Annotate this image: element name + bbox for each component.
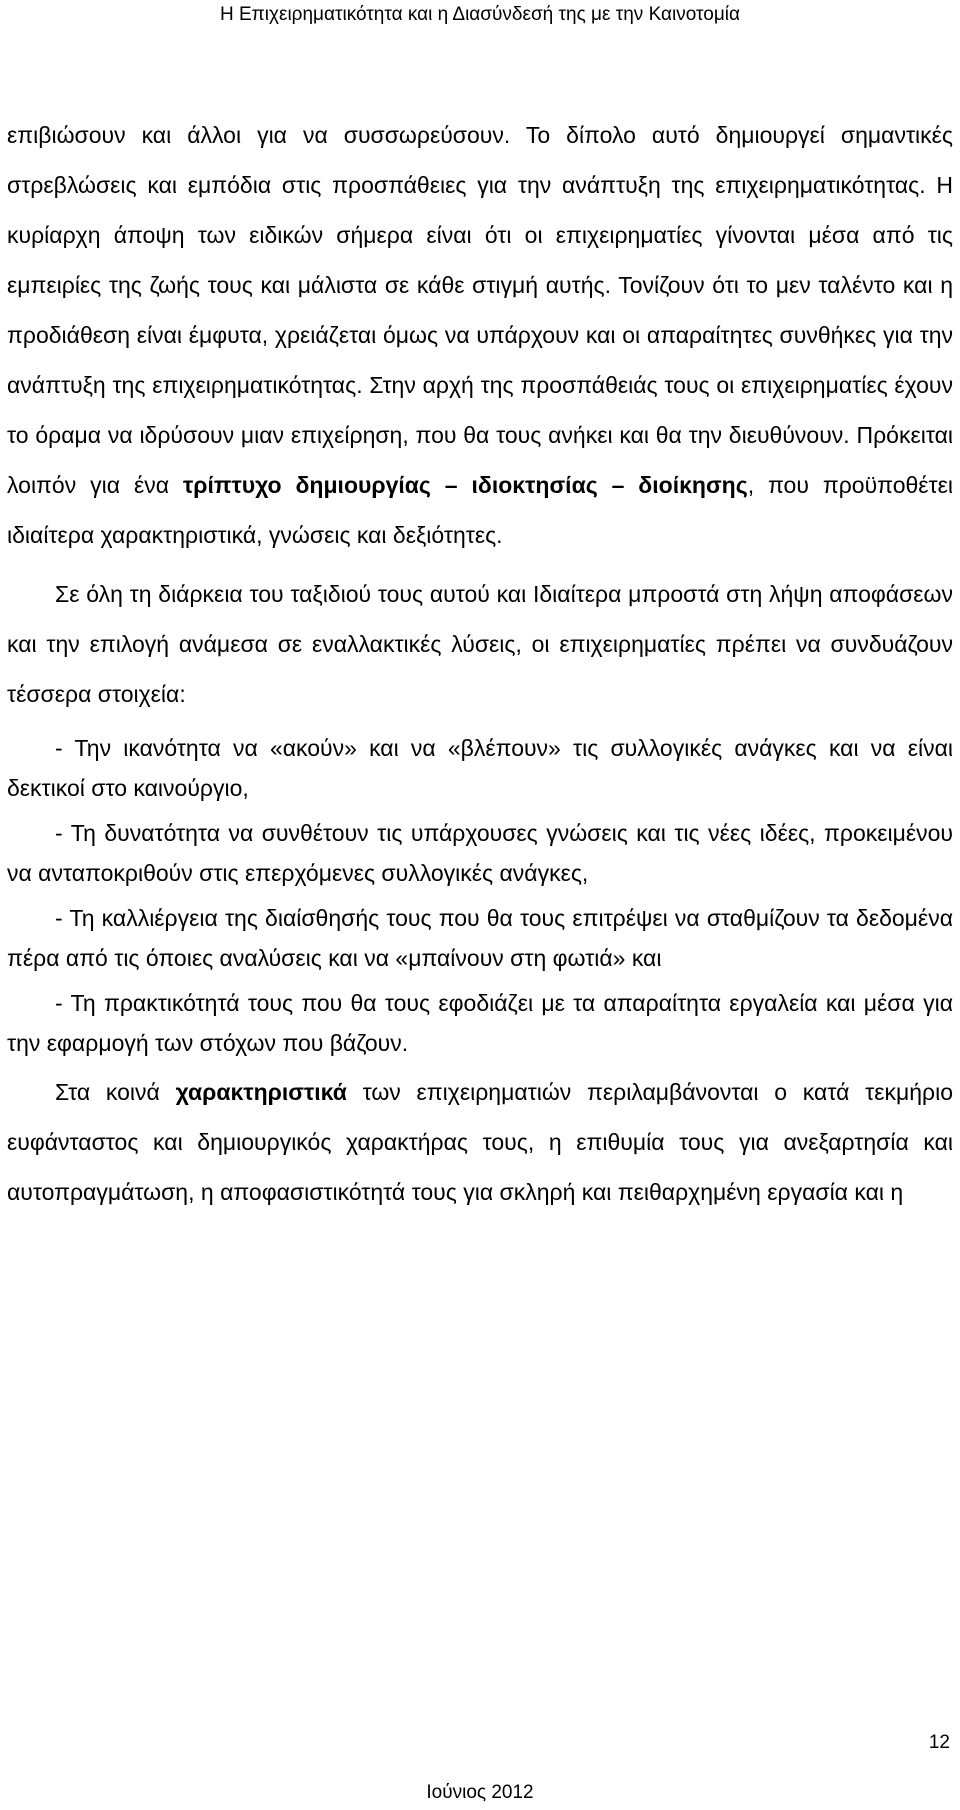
page-number: 12 <box>928 1732 950 1753</box>
list-item-2: - Τη δυνατότητα να συνθέτουν τις υπάρχουσες γνώσεις και τις νέες ιδέες, προκειμένου να ανταποκριθούν στις επερχόμενες συλλογικές ανάγκες, <box>7 820 953 886</box>
paragraph-1-bold: τρίπτυχο δημιουργίας – ιδιοκτησίας – διοίκησης <box>182 472 748 498</box>
running-header: Η Επιχειρηματικότητα και η Διασύνδεσή της με την Καινοτομία <box>220 4 740 25</box>
paragraph-2: Σε όλη τη διάρκεια του ταξιδιού τους αυτού και Ιδιαίτερα μπροστά στη λήψη αποφάσεων και την επιλογή ανάμεσα σε εναλλακτικές λύσεις, οι επιχειρηματίες πρέπει να συνδυάζουν τέσσερα στοιχεία: <box>7 581 953 707</box>
paragraph-1-text-end: , που προϋποθέτει ιδιαίτερα χαρακτηριστικά, γνώσεις και δεξιότητες. <box>7 472 954 548</box>
paragraph-3 <box>7 1067 953 1217</box>
footer-date: Ιούνιος 2012 <box>426 1782 534 1803</box>
paragraph-3-text: Στα κοινά <box>55 1079 176 1105</box>
paragraph-1-text: επιβιώσουν και άλλοι για να συσσωρεύσουν. Το δίπολο αυτό δημιουργεί σημαντικές στρεβλώσεις και εμπόδια στις προσπάθειες για την ανάπτυξη της επιχειρηματικότητας. Η κυρίαρχη άποψη των ειδικών σήμερα είναι ότι οι επιχειρηματίες γίνονται μέσα από τις εμπειρίες της ζωής τους και μάλιστα σε κάθε στιγμή αυτής. Τονίζουν ότι το μεν ταλέντο και η προδιάθεση είναι έμφυτα, χρειάζεται όμως να υπάρχουν και οι απαραίτητες συνθήκες για την ανάπτυξη της επιχειρηματικότητας. Στην αρχή της προσπάθειάς τους οι επιχειρηματίες έχουν το όραμα να ιδρύσουν μιαν επιχείρηση, που θα τους ανήκει και θα την διευθύνουν. Πρόκειται λοιπόν για ένα <box>7 122 953 498</box>
list-item-4: - Τη πρακτικότητά τους που θα τους εφοδιάζει με τα απαραίτητα εργαλεία και μέσα για την εφαρμογή των στόχων που βάζουν. <box>7 990 953 1056</box>
list-item-1: - Την ικανότητα να «ακούν» και να «βλέπουν» τις συλλογικές ανάγκες και να είναι δεκτικοί στο καινούργιο, <box>7 735 953 801</box>
paragraph-1 <box>7 110 953 560</box>
paragraph-3-bold: χαρακτηριστικά <box>175 1079 347 1105</box>
document-body <box>7 110 953 1217</box>
paragraph-3-text-end: των επιχειρηματιών περιλαμβάνονται ο κατά τεκμήριο ευφάνταστος και δημιουργικός χαρακτήρας τους, η επιθυμία τους για ανεξαρτησία και αυτοπραγμάτωση, η αποφασιστικότητά τους για σκληρή και πειθαρχημένη εργασία και η <box>7 1079 953 1205</box>
list-item-3: - Τη καλλιέργεια της διαίσθησής τους που θα τους επιτρέψει να σταθμίζουν τα δεδομένα πέρα από τις όποιες αναλύσεις και να «μπαίνουν στη φωτιά» και <box>7 905 953 971</box>
